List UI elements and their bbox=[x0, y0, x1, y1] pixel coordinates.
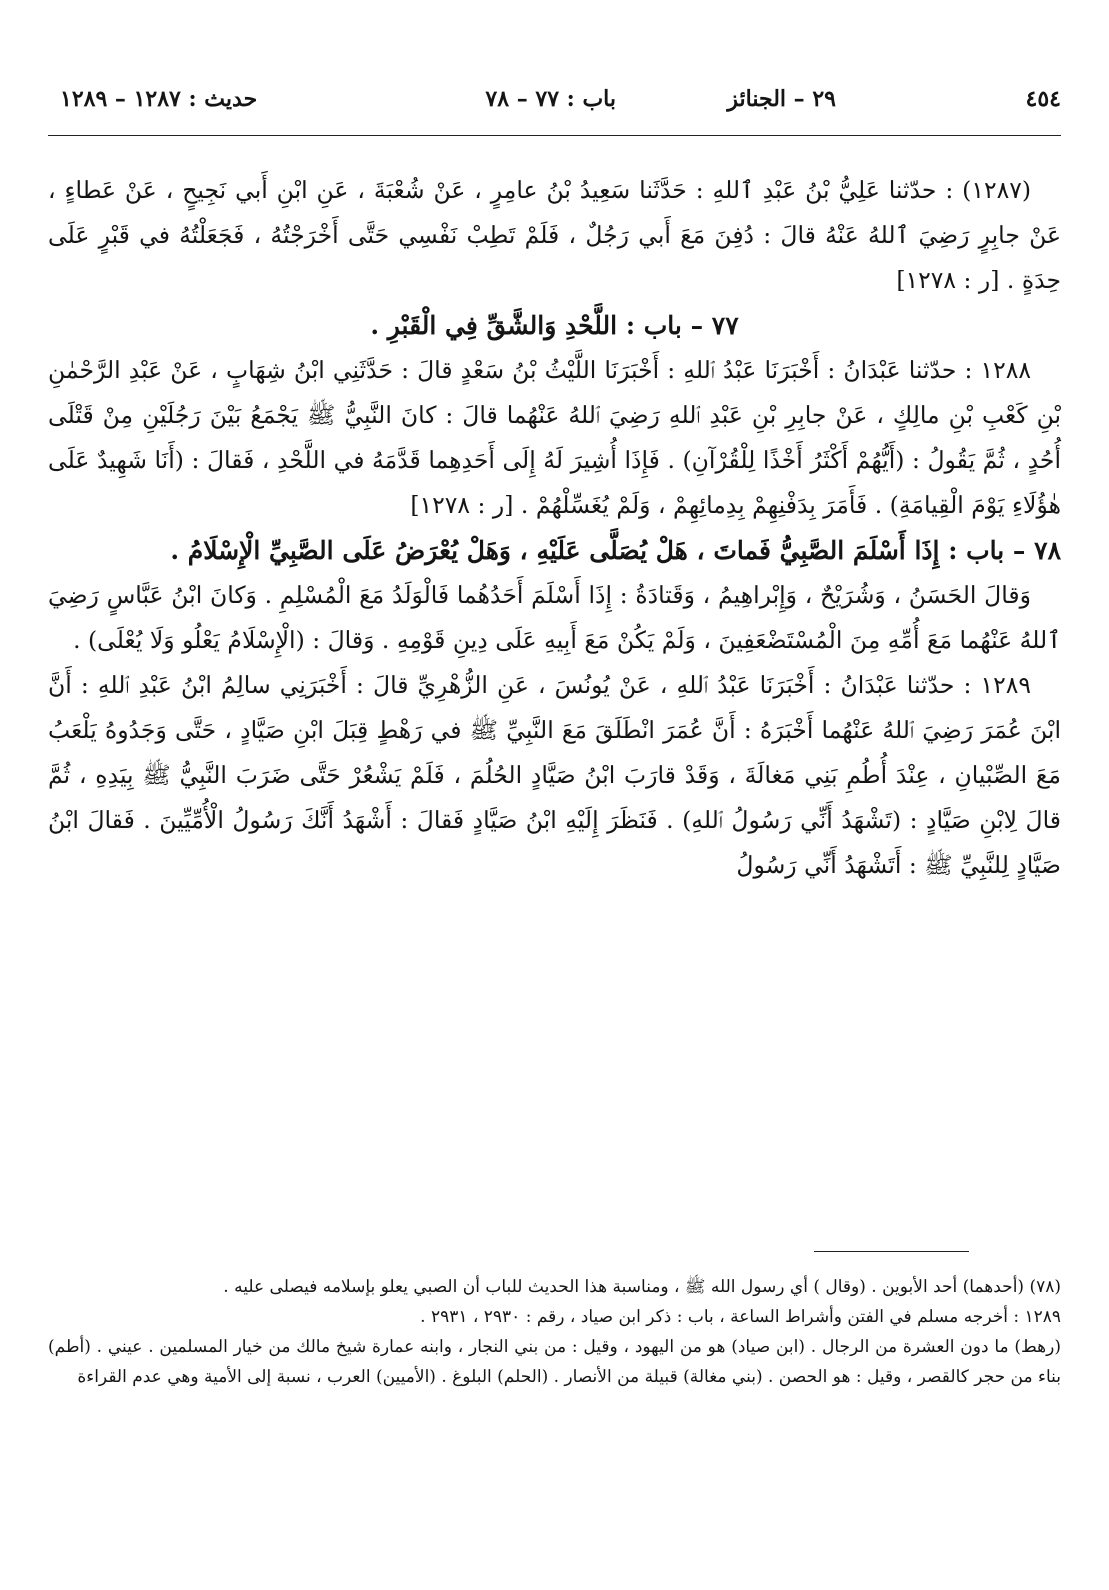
chapter-78-heading bbox=[48, 528, 1061, 573]
hadith-1287-text: (١٢٨٧) : حدّثنا عَلِيُّ بْنُ عَبْدِ ٱللهِ : حَدَّثَنا سَعِيدُ بْنُ عامِرٍ ، عَنْ شُعْبَةَ ، عَنِ ابْنِ أَبي نَجِيحٍ ، عَنْ عَطاءٍ ، عَنْ جابِرٍ رَضِيَ ٱللهُ عَنْهُ قالَ : دُفِنَ مَعَ أَبي رَجُلٌ ، فَلَمْ تَطِبْ نَفْسِي حَتَّى أَخْرَجْتُهُ ، فَجَعَلْتُهُ في قَبْرٍ عَلَى حِدَةٍ . bbox=[48, 176, 1061, 294]
chapter-range: باب : ٧٧ – ٧٨ bbox=[485, 86, 616, 112]
footnote-divider bbox=[814, 1251, 969, 1252]
footnote-78: (٧٨) (أحدهما) أحد الأبوين . (وقال ) أي رسول الله ﷺ ، ومناسبة هذا الحديث للباب أن الصبي يعلو بإسلامه فيصلى عليه . bbox=[223, 1277, 1061, 1297]
page-header bbox=[48, 86, 1061, 126]
hadith-1288-ref: [ر : ١٢٧٨] bbox=[410, 491, 514, 519]
hadith-1288-text: ١٢٨٨ : حدّثنا عَبْدَانُ : أَخْبَرَنَا عَبْدُ ٱللهِ : أَخْبَرَنَا اللَّيْثُ بْنُ سَعْدٍ قالَ : حَدَّثَنِي ابْنُ شِهَابٍ ، عَنْ عَبْدِ الرَّحْمٰنِ بْنِ كَعْبِ بْنِ مالِكٍ ، عَنْ جابِرِ بْنِ عَبْدِ ٱللهِ رَضِيَ ٱللهُ عَنْهُما قالَ : كانَ النَّبِيُّ ﷺ يَجْمَعُ بَيْنَ رَجُلَيْنِ مِنْ قَتْلَى أُحُدٍ ، ثُمَّ يَقُولُ : (أَيُّهُمْ أَكْثَرُ أَخْذًا لِلْقُرْآنِ) . فَإِذَا أُشِيرَ لَهُ إِلَى أَحَدِهِما قَدَّمَهُ في اللَّحْدِ ، فَقالَ : (أَنَا شَهِيدٌ عَلَى هٰؤُلَاءِ يَوْمَ الْقِيامَةِ) . فَأَمَرَ بِدَفْنِهِمْ بِدِمائِهِمْ ، وَلَمْ يُغَسِّلْهُمْ . bbox=[48, 356, 1061, 519]
hadith-1289: ١٢٨٩ : حدّثنا عَبْدَانُ : أَخْبَرَنَا عَبْدُ ٱللهِ ، عَنْ يُونُسَ ، عَنِ الزُّهْرِيِّ قالَ : أَخْبَرَنِي سالِمُ ابْنُ عَبْدِ ٱللهِ : أَنَّ ابْنَ عُمَرَ رَضِيَ ٱللهُ عَنْهُما أَخْبَرَهُ : أَنَّ عُمَرَ انْطَلَقَ مَعَ النَّبِيِّ ﷺ في رَهْطٍ قِبَلَ ابْنِ صَيَّادٍ ، حَتَّى وَجَدُوهُ يَلْعَبُ مَعَ الصِّبْيانِ ، عِنْدَ أُطُمِ بَنِي مَغالَةَ ، وَقَدْ قارَبَ ابْنُ صَيَّادٍ الحُلُمَ ، فَلَمْ يَشْعُرْ حَتَّى ضَرَبَ النَّبِيُّ ﷺ بِيَدِهِ ، ثُمَّ قالَ لِابْنِ صَيَّادٍ : (تَشْهَدُ أَنِّي رَسُولُ ٱللهِ) . فَنَظَرَ إِلَيْهِ ابْنُ صَيَّادٍ فَقالَ : أَشْهَدُ أَنَّكَ رَسُولُ الْأُمِّيِّينَ . فَقالَ ابْنُ صَيَّادٍ لِلنَّبِيِّ ﷺ : أَتَشْهَدُ أَنِّي رَسُولُ bbox=[48, 671, 1061, 879]
chapter-78-label: ٧٨ – باب : bbox=[948, 536, 1061, 565]
footnote-1289-gloss: (رهط) ما دون العشرة من الرجال . (ابن صياد) هو من اليهود ، وقيل : من بني النجار ، وابنه عمارة شيخ مالك من خيار المسلمين . عيني . (أطم) بناء من حجر كالقصر ، وقيل : هو الحصن . (بني مغالة) قبيلة من الأنصار . (الحلم) البلوغ . (الأميين) العرب ، نسبة إلى الأمية وهي عدم القراءة bbox=[48, 1337, 1061, 1387]
footnotes bbox=[48, 1272, 1061, 1392]
page-number: ٤٥٤ bbox=[1025, 86, 1061, 112]
chapter-77-heading bbox=[48, 303, 1061, 348]
hadith-1287 bbox=[48, 168, 1061, 303]
chapter-77-title: اللَّحْدِ وَالشَّقِّ فِي الْقَبْرِ . bbox=[370, 311, 618, 340]
footnote-1289-takhrij: ١٢٨٩ : أخرجه مسلم في الفتن وأشراط الساعة ، باب : ذكر ابن صياد ، رقم : ٢٩٣٠ ، ٢٩٣١ . bbox=[420, 1307, 1061, 1327]
chapter-77-label: ٧٧ – باب : bbox=[625, 311, 739, 340]
book-title: ٢٩ – الجنائز bbox=[727, 86, 836, 112]
chapter-78-commentary: وَقالَ الحَسَنُ ، وَشُرَيْحٌ ، وَإِبْراهِيمُ ، وَقَتادَةُ : إِذَا أَسْلَمَ أَحَدُهُما فَالْوَلَدُ مَعَ الْمُسْلِمِ . وَكانَ ابْنُ عَبَّاسٍ رَضِيَ ٱللهُ عَنْهُما مَعَ أُمِّهِ مِنَ الْمُسْتَضْعَفِينَ ، وَلَمْ يَكُنْ مَعَ أَبِيهِ عَلَى دِينِ قَوْمِهِ . وَقالَ : (الْإِسْلَامُ يَعْلُو وَلَا يُعْلَى) . bbox=[48, 581, 1061, 654]
hadith-range: حديث : ١٢٨٧ – ١٢٨٩ bbox=[60, 86, 258, 112]
header-divider bbox=[48, 135, 1061, 136]
hadith-1288 bbox=[48, 348, 1061, 528]
hadith-1287-ref: [ر : ١٢٧٨] bbox=[896, 266, 1000, 294]
chapter-78-title: إِذَا أَسْلَمَ الصَّبِيُّ فَماتَ ، هَلْ يُصَلَّى عَلَيْهِ ، وَهَلْ يُعْرَضُ عَلَى الصَّبِيِّ الْإِسْلَامُ . bbox=[170, 536, 940, 565]
main-text bbox=[48, 168, 1061, 888]
